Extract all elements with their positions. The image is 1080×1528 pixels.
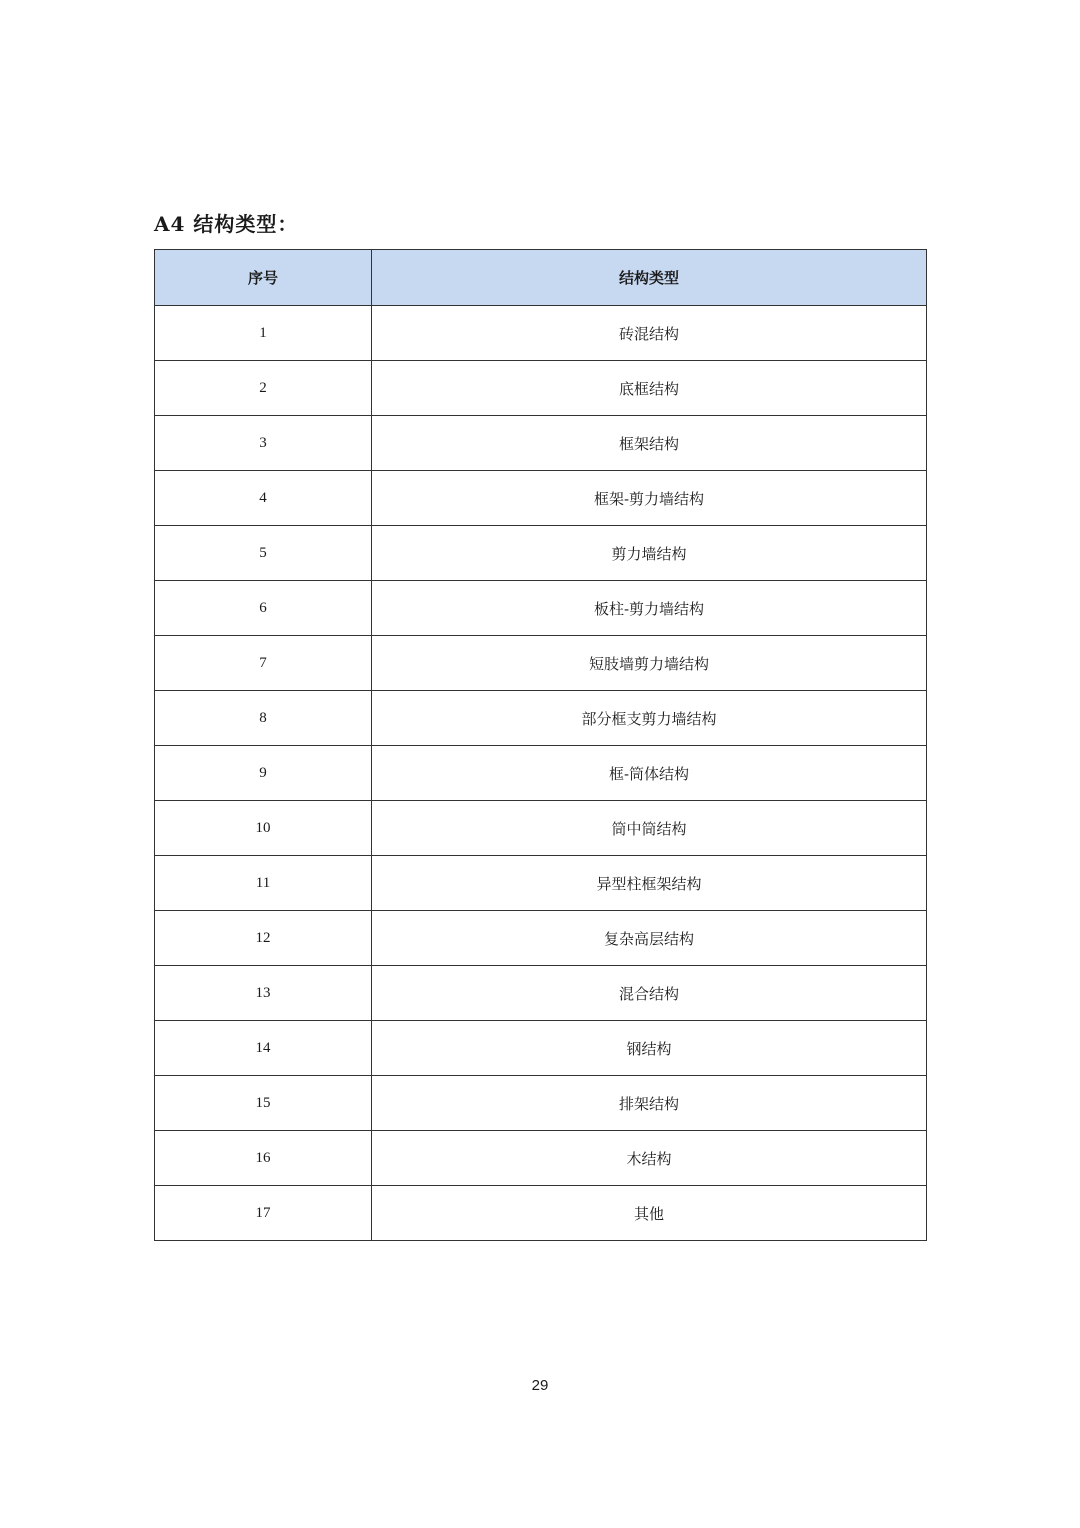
row-number: 8 [155,691,372,746]
table-row [155,306,927,361]
table-row [155,1186,927,1241]
row-structure-type: 异型柱框架结构 [372,856,927,911]
section-title: A4 结构类型： [154,212,299,236]
row-number: 6 [155,581,372,636]
table-row [155,801,927,856]
table-row [155,691,927,746]
table-row [155,471,927,526]
column-header-structure-type: 结构类型 [372,250,927,306]
row-number: 10 [155,801,372,856]
row-structure-type: 部分框支剪力墙结构 [372,691,927,746]
row-number: 15 [155,1076,372,1131]
row-number: 2 [155,361,372,416]
table-row [155,746,927,801]
table-row [155,911,927,966]
row-number: 16 [155,1131,372,1186]
row-structure-type: 板柱-剪力墙结构 [372,581,927,636]
row-structure-type: 筒中筒结构 [372,801,927,856]
row-structure-type: 框架-剪力墙结构 [372,471,927,526]
row-structure-type: 剪力墙结构 [372,526,927,581]
table-row [155,636,927,691]
row-number: 12 [155,911,372,966]
row-number: 5 [155,526,372,581]
row-structure-type: 短肢墙剪力墙结构 [372,636,927,691]
column-header-number: 序号 [155,250,372,306]
structure-type-table [154,249,927,1241]
table-row [155,416,927,471]
row-number: 3 [155,416,372,471]
table-row [155,966,927,1021]
table-row [155,581,927,636]
row-number: 11 [155,856,372,911]
row-number: 4 [155,471,372,526]
table-row [155,1076,927,1131]
page-number: 29 [531,1377,549,1394]
table-header-row [155,250,927,306]
row-structure-type: 底框结构 [372,361,927,416]
row-structure-type: 混合结构 [372,966,927,1021]
row-number: 13 [155,966,372,1021]
row-structure-type: 钢结构 [372,1021,927,1076]
row-structure-type: 复杂高层结构 [372,911,927,966]
row-structure-type: 框-筒体结构 [372,746,927,801]
row-number: 17 [155,1186,372,1241]
row-number: 9 [155,746,372,801]
table-row [155,1021,927,1076]
row-number: 14 [155,1021,372,1076]
row-structure-type: 框架结构 [372,416,927,471]
row-number: 1 [155,306,372,361]
table-row [155,856,927,911]
table-row [155,526,927,581]
row-number: 7 [155,636,372,691]
table-row [155,1131,927,1186]
row-structure-type: 砖混结构 [372,306,927,361]
table-row [155,361,927,416]
row-structure-type: 排架结构 [372,1076,927,1131]
row-structure-type: 木结构 [372,1131,927,1186]
row-structure-type: 其他 [372,1186,927,1241]
